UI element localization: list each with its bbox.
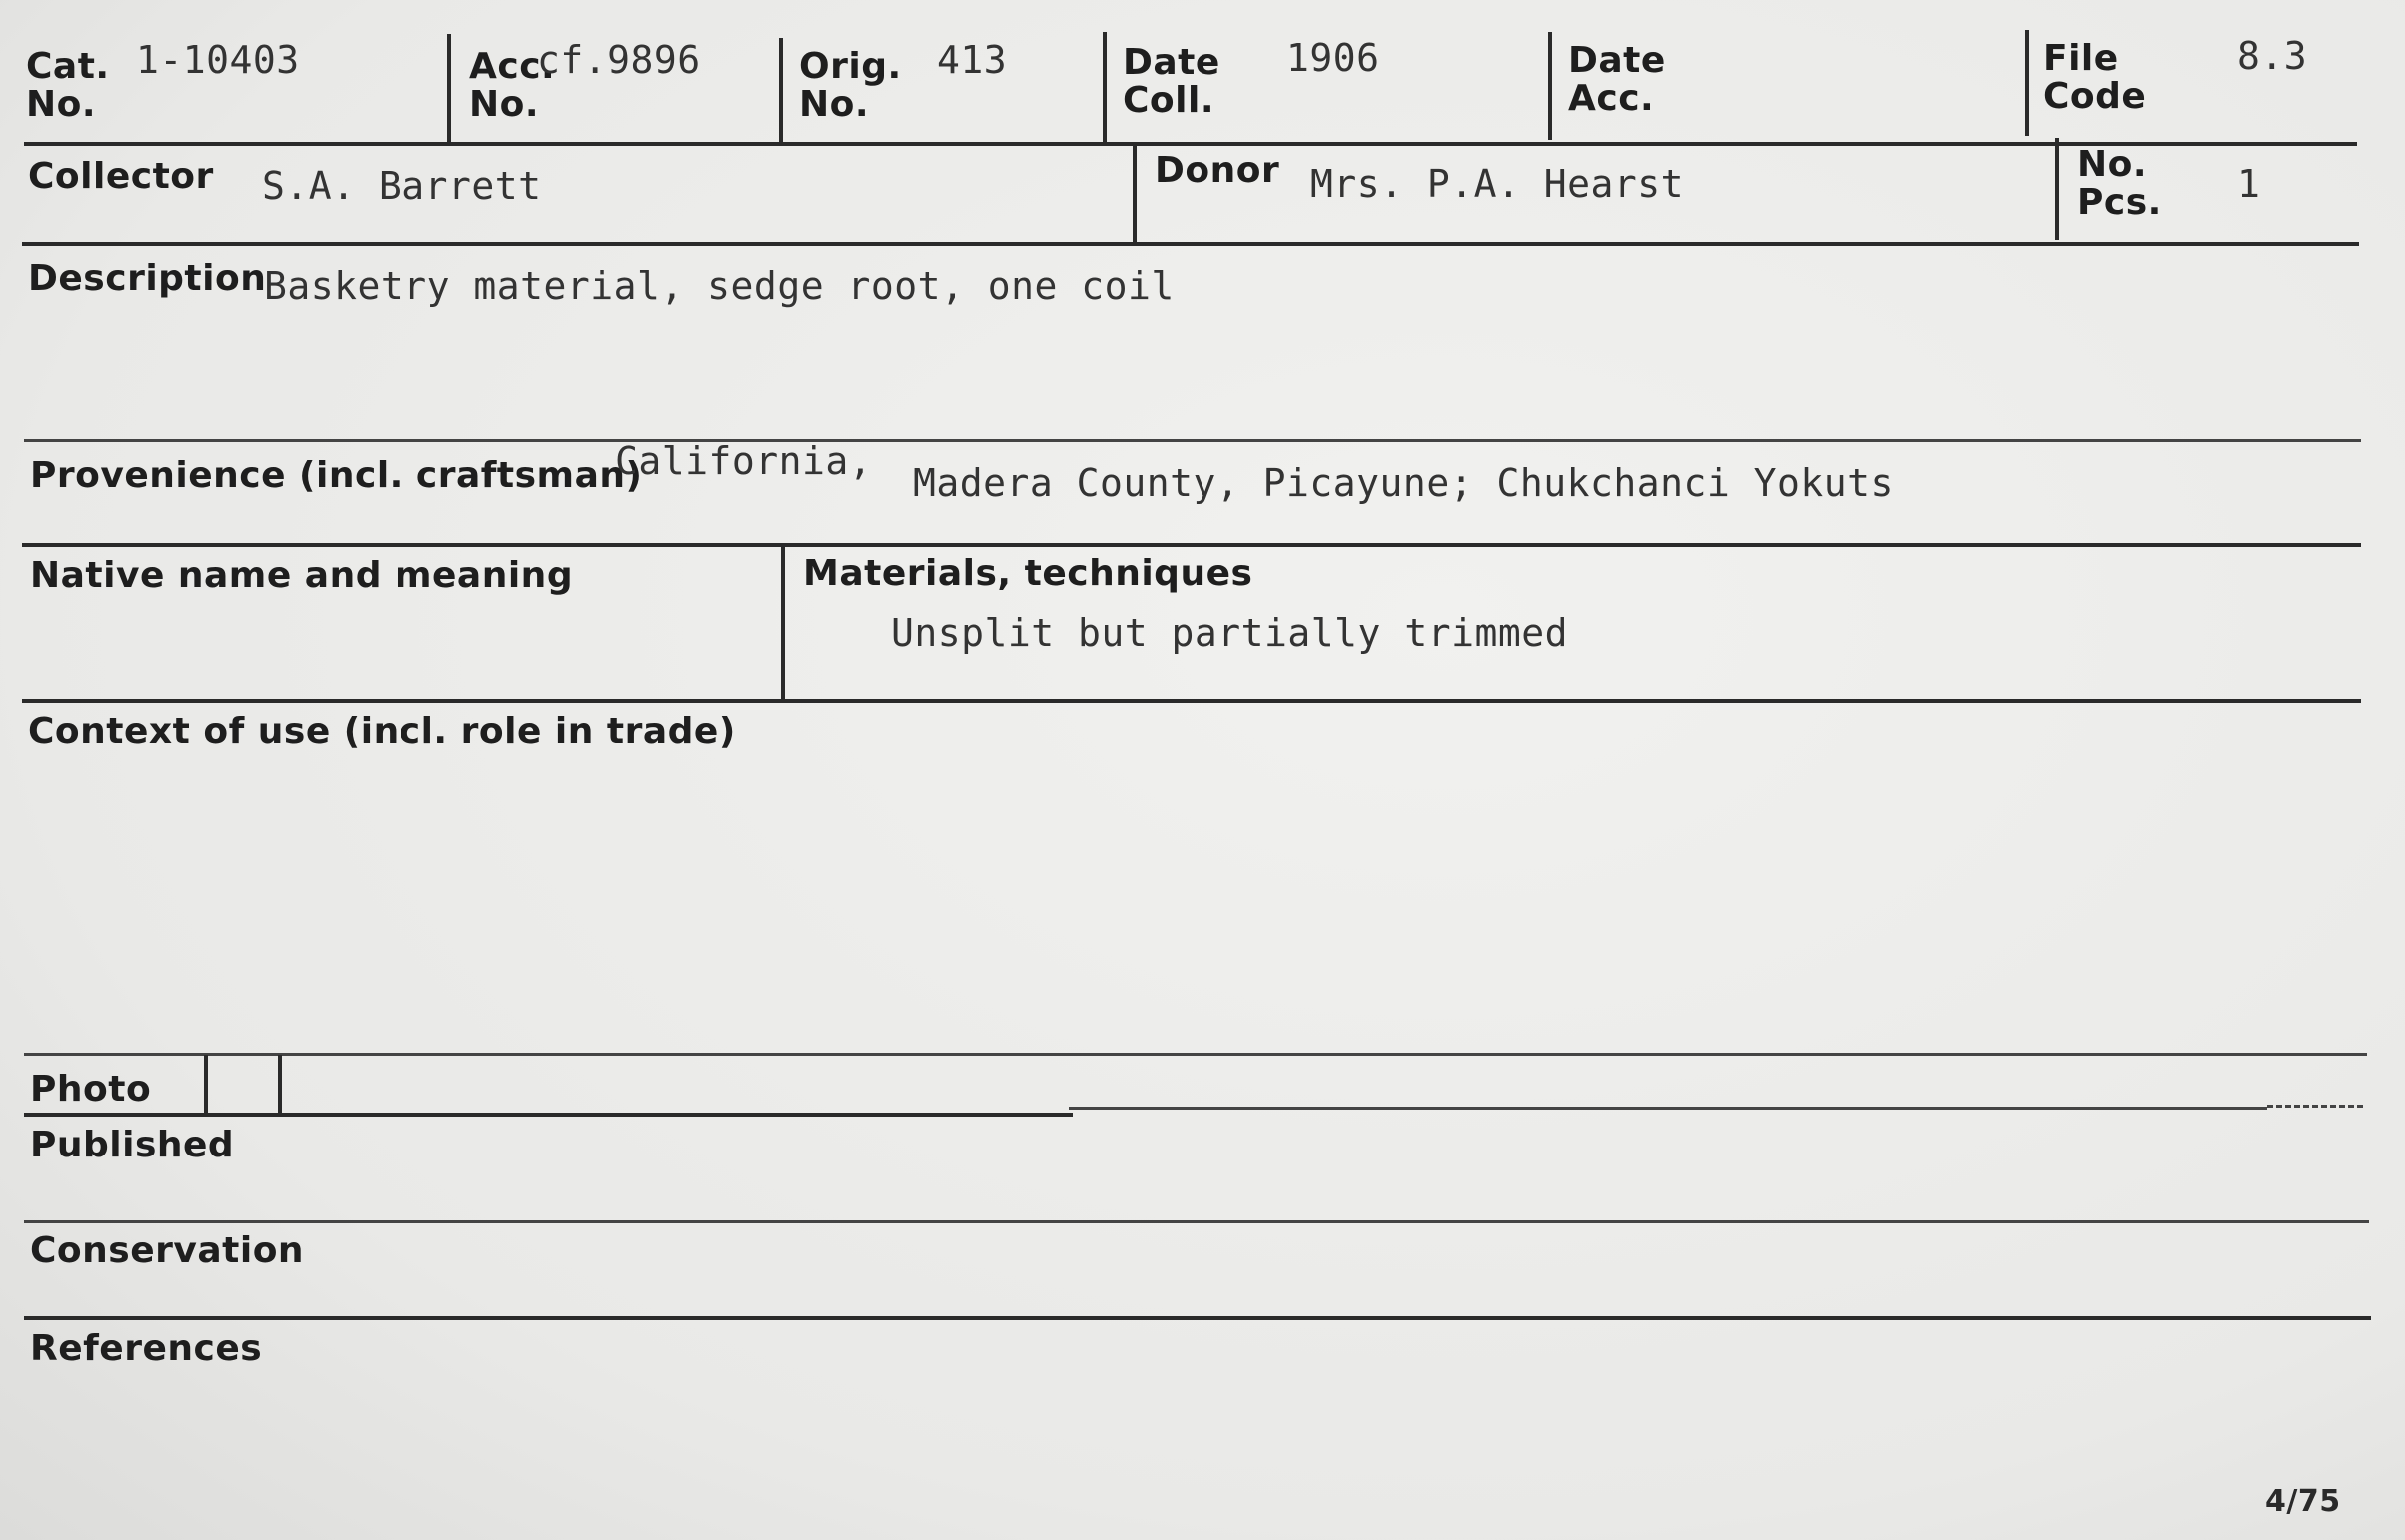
description-label: Description bbox=[28, 258, 267, 299]
collector-label: Collector bbox=[28, 156, 214, 197]
date-coll-label: Date Coll. bbox=[1123, 42, 1220, 121]
collector-value: S.A. Barrett bbox=[262, 164, 542, 208]
divider bbox=[1133, 142, 1137, 244]
file-code-value: 8.3 bbox=[2237, 34, 2308, 78]
divider bbox=[781, 545, 785, 701]
materials-label: Materials, techniques bbox=[803, 553, 1253, 594]
row-rule bbox=[24, 1220, 2369, 1223]
row-rule bbox=[2267, 1105, 2363, 1108]
date-coll-value: 1906 bbox=[1286, 36, 1380, 80]
row-rule bbox=[24, 142, 2357, 146]
row-rule bbox=[24, 1053, 2367, 1056]
date-acc-label: Date Acc. bbox=[1568, 40, 1666, 119]
materials-value: Unsplit but partially trimmed bbox=[891, 611, 1568, 655]
references-label: References bbox=[30, 1328, 263, 1369]
file-code-label: File Code bbox=[2043, 38, 2147, 117]
divider bbox=[779, 38, 783, 144]
row-rule bbox=[1069, 1107, 2267, 1110]
cat-no-label: Cat. No. bbox=[26, 46, 110, 125]
acc-no-value: cf.9896 bbox=[537, 38, 701, 82]
divider bbox=[447, 34, 451, 144]
donor-value: Mrs. P.A. Hearst bbox=[1310, 162, 1685, 206]
row-rule bbox=[22, 699, 2361, 703]
donor-label: Donor bbox=[1155, 150, 1280, 191]
divider bbox=[2025, 30, 2029, 136]
row-rule bbox=[24, 1113, 1073, 1117]
row-rule bbox=[22, 543, 2361, 547]
native-name-label: Native name and meaning bbox=[30, 555, 574, 596]
no-pcs-label: No. Pcs. bbox=[2077, 144, 2162, 223]
context-label: Context of use (incl. role in trade) bbox=[28, 711, 736, 752]
provenience-value-part1: California, bbox=[615, 439, 873, 483]
divider bbox=[1548, 32, 1552, 140]
orig-no-label: Orig. No. bbox=[799, 46, 902, 125]
divider bbox=[2055, 138, 2059, 240]
description-value: Basketry material, sedge root, one coil bbox=[264, 264, 1175, 308]
row-rule bbox=[24, 439, 2361, 442]
published-label: Published bbox=[30, 1125, 235, 1165]
footer-mark: 4/75 bbox=[2265, 1484, 2341, 1519]
no-pcs-value: 1 bbox=[2237, 162, 2261, 206]
row-rule bbox=[22, 242, 2359, 246]
acc-no-label: Acc. No. bbox=[469, 46, 556, 125]
photo-box-divider bbox=[204, 1055, 208, 1115]
photo-box-divider bbox=[278, 1055, 282, 1115]
photo-label: Photo bbox=[30, 1069, 152, 1110]
divider bbox=[1103, 32, 1107, 142]
conservation-label: Conservation bbox=[30, 1230, 305, 1271]
provenience-value-part2: Madera County, Picayune; Chukchanci Yokuts bbox=[913, 461, 1894, 505]
cat-no-value: 1-10403 bbox=[136, 38, 300, 82]
provenience-label: Provenience (incl. craftsman) bbox=[30, 455, 643, 496]
orig-no-value: 413 bbox=[937, 38, 1008, 82]
row-rule bbox=[24, 1316, 2371, 1320]
